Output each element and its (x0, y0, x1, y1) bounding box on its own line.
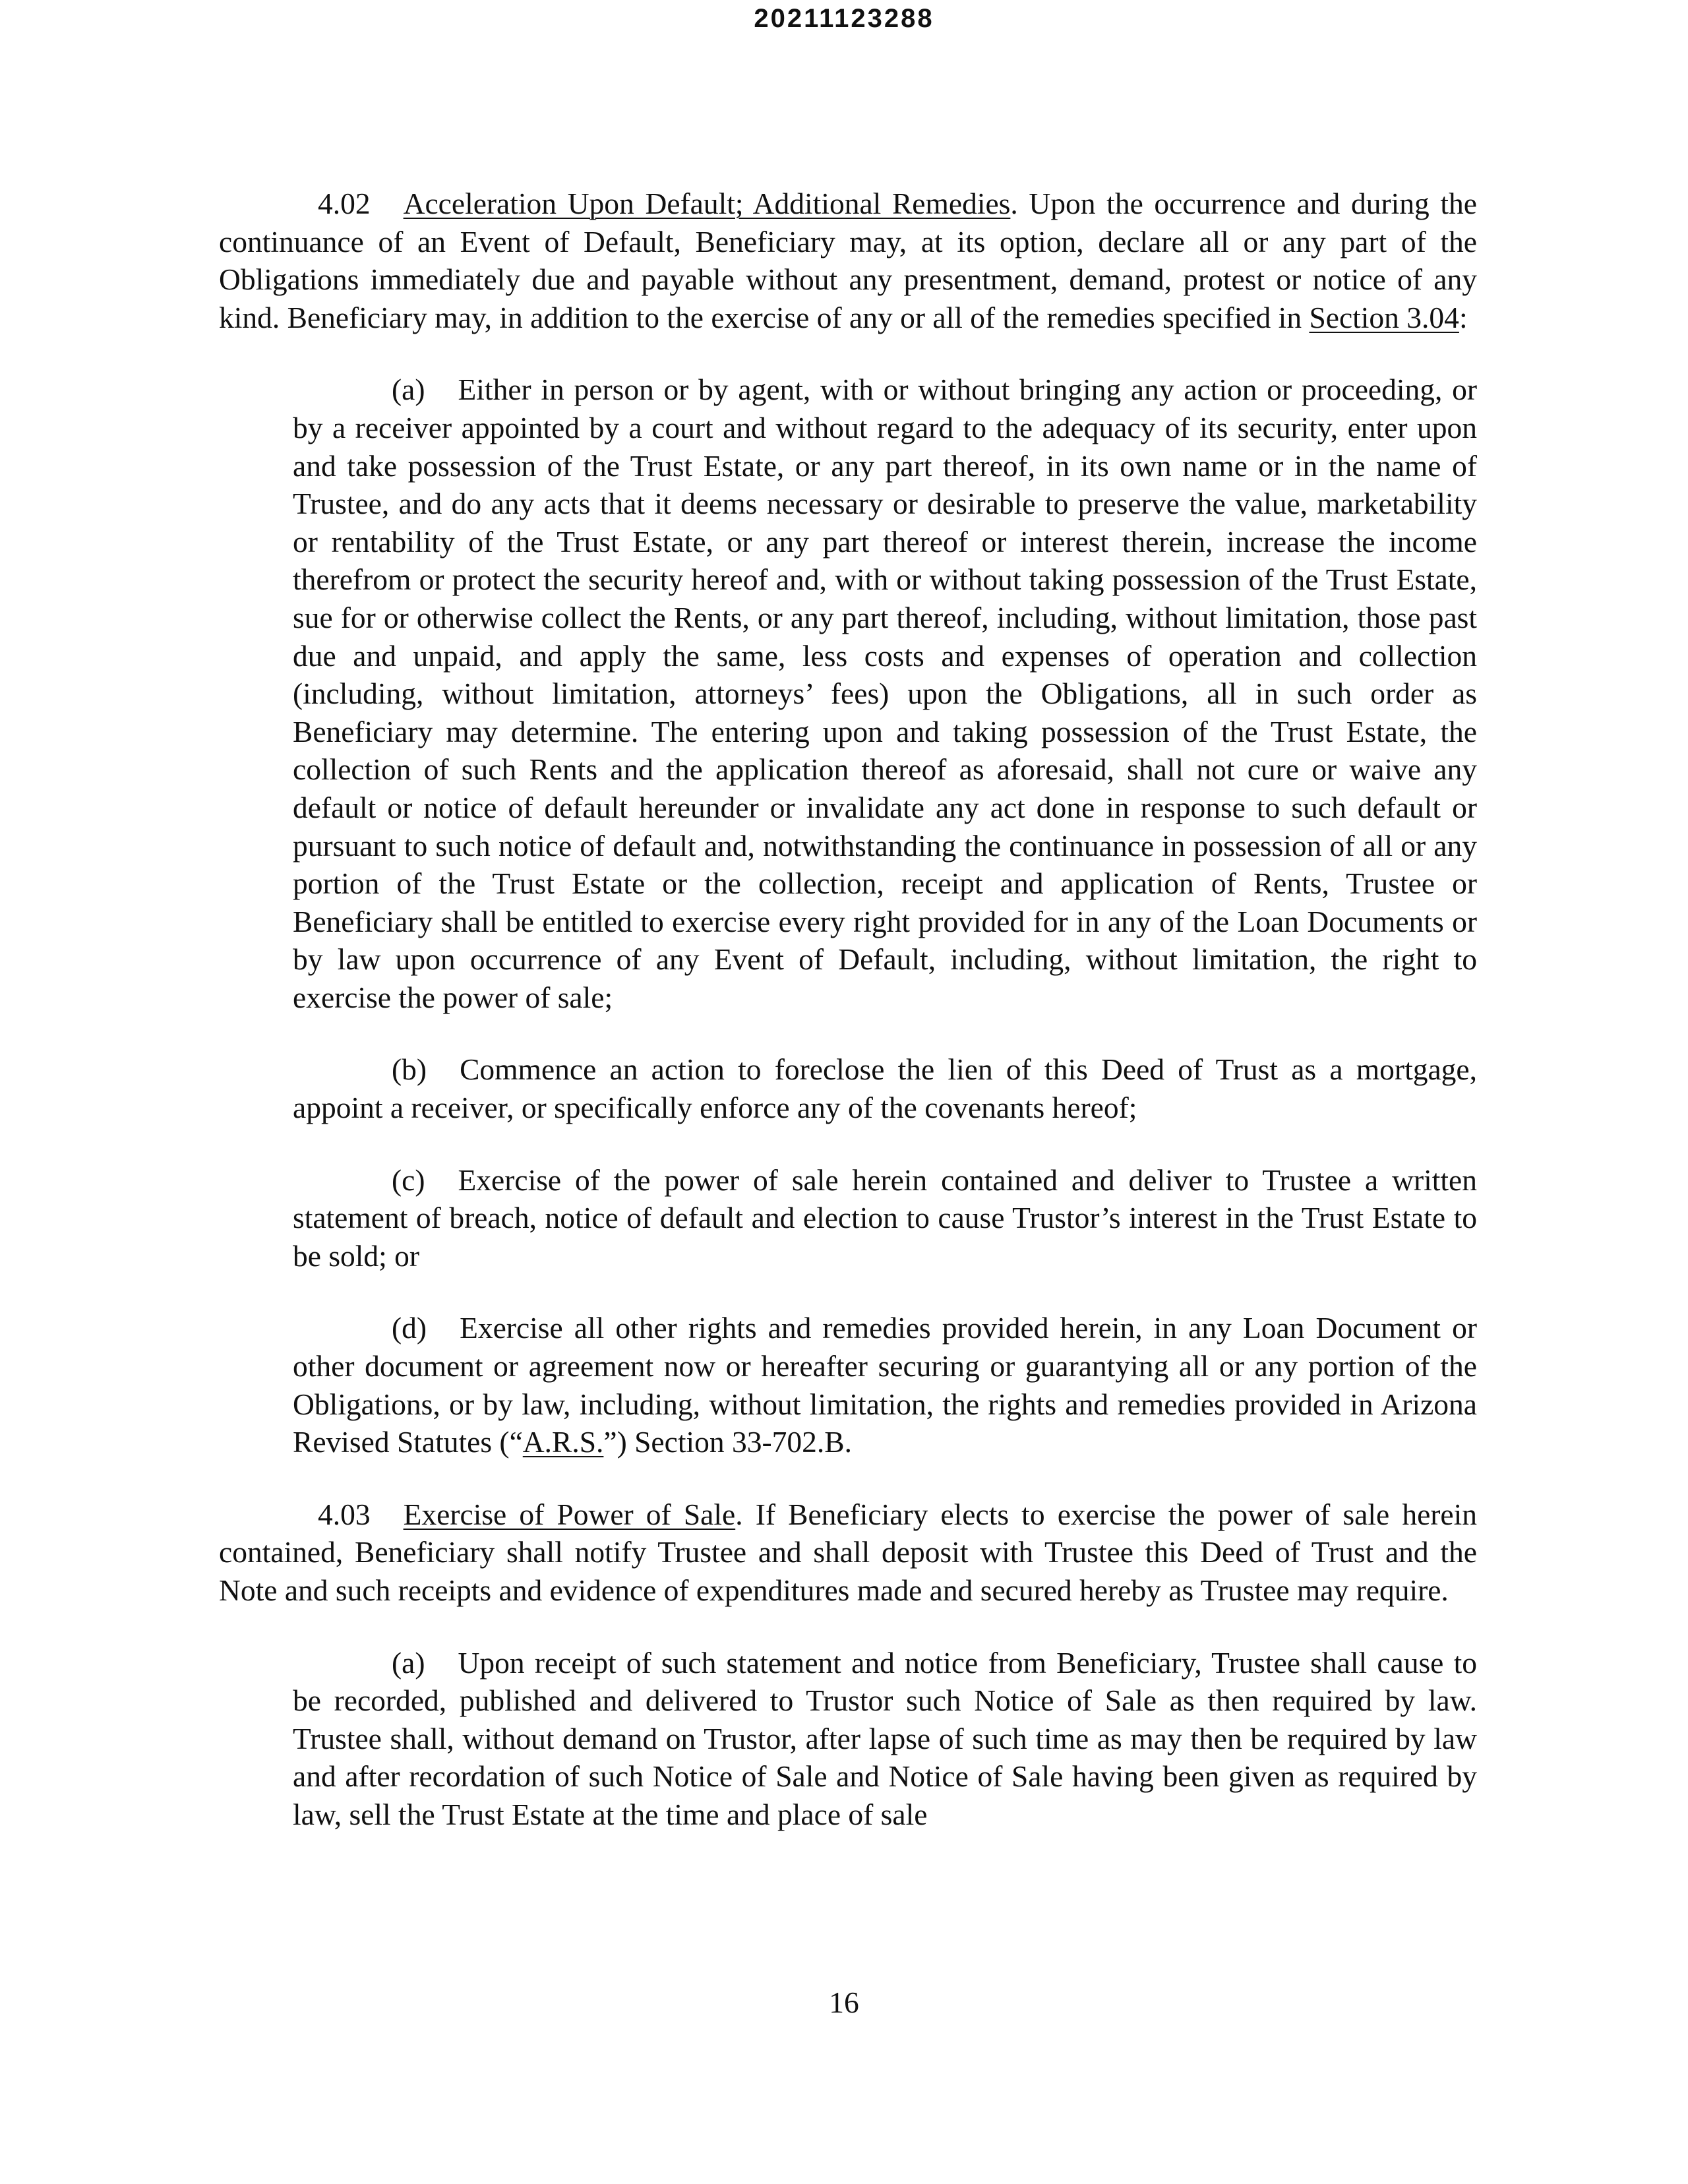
subsection-text: Exercise of the power of sale herein contained and deliver to Trustee a written statement of breach, notice of default and election to cause Trustor’s interest in the Trust Estate to be sold; or (293, 1163, 1477, 1273)
page-number: 16 (829, 1986, 859, 2019)
subsection-label: (a) (392, 1645, 425, 1680)
section-heading: Exercise of Power of Sale (403, 1497, 736, 1531)
subsection-label: (b) (392, 1052, 427, 1087)
subsection-label: (d) (392, 1311, 427, 1345)
subsection-label: (a) (392, 373, 425, 407)
section-text: . Upon the occurrence and during the continuance of an Event of Default, Beneficiary may, at its option, declare all or any part of the Obligations immediately due and payable without any presentment, demand, protest or notice of any kind. Beneficiary may, in addition to the exercise of any or all of the remedies specified in (219, 187, 1477, 334)
subsection-label: (c) (392, 1163, 425, 1197)
subsection-text: Exercise all other rights and remedies provided herein, in any Loan Document or other document or agreement now or hereafter securing or guarantying all or any portion of the Obligations, or by law, including, without limitation, the rights and remedies provided in Arizona Revised Statutes (“ (293, 1311, 1477, 1459)
defined-term: A.R.S. (522, 1425, 604, 1459)
section-reference: Section 3.04 (1309, 300, 1459, 334)
subsection-text: Upon receipt of such statement and notice from Beneficiary, Trustee shall cause to be recorded, published and delivered to Trustor such Notice of Sale as then required by law. Trustee shall, without demand on Trustor, after lapse of such time as may then be required by law and after recordation of such Notice of Sale and Notice of Sale having been given as required by law, sell the Trust Estate at the time and place of sale (293, 1645, 1477, 1831)
document-number: 20211123288 (754, 4, 934, 33)
section-text: . If Beneficiary elects to exercise the power of sale herein contained, Beneficiary shall notify Trustee and shall deposit with Trustee this Deed of Trust and the Note and such receipts and evidence of expenditures made and secured hereby as Trustee may require. (219, 1497, 1477, 1607)
section-text-end: : (1459, 300, 1468, 334)
section-4-03 (219, 1496, 1477, 1610)
subsection-a (293, 371, 1477, 1016)
subsection-text: Commence an action to foreclose the lien of this Deed of Trust as a mortgage, appoint a receiver, or specifically enforce any of the covenants hereof; (293, 1052, 1477, 1125)
section-number: 4.03 (318, 1497, 371, 1531)
subsection-text-end: ”) Section 33-702.B. (603, 1425, 852, 1459)
section-heading: Acceleration Upon Default; Additional Remedies (403, 187, 1011, 220)
subsection-d (293, 1309, 1477, 1461)
page-body (219, 185, 1477, 1834)
subsection-4-03-a (293, 1644, 1477, 1834)
subsection-b (293, 1050, 1477, 1126)
section-number: 4.02 (318, 187, 371, 220)
subsection-c (293, 1161, 1477, 1275)
subsection-text: Either in person or by agent, with or without bringing any action or proceeding, or by a receiver appointed by a court and without regard to the adequacy of its security, enter upon and take possession of the Trust Estate, or any part thereof, in its own name or in the name of Trustee, and do any acts that it deems necessary or desirable to preserve the value, marketability or rentability of the Trust Estate, or any part thereof or interest therein, increase the income therefrom or protect the security hereof and, with or without taking possession of the Trust Estate, sue for or otherwise collect the Rents, or any part thereof, including, without limitation, those past due and unpaid, and apply the same, less costs and expenses of operation and collection (including, without limitation, attorneys’ fees) upon the Obligations, all in such order as Beneficiary may determine. The entering upon and taking possession of the Trust Estate, the collection of such Rents and the application thereof as aforesaid, shall not cure or waive any default or notice of default hereunder or invalidate any act done in response to such default or pursuant to such notice of default and, notwithstanding the continuance in possession of all or any portion of the Trust Estate or the collection, receipt and application of Rents, Trustee or Beneficiary shall be entitled to exercise every right provided for in any of the Loan Documents or by law upon occurrence of any Event of Default, including, without limitation, the right to exercise the power of sale; (293, 373, 1477, 1014)
section-4-02 (219, 185, 1477, 336)
